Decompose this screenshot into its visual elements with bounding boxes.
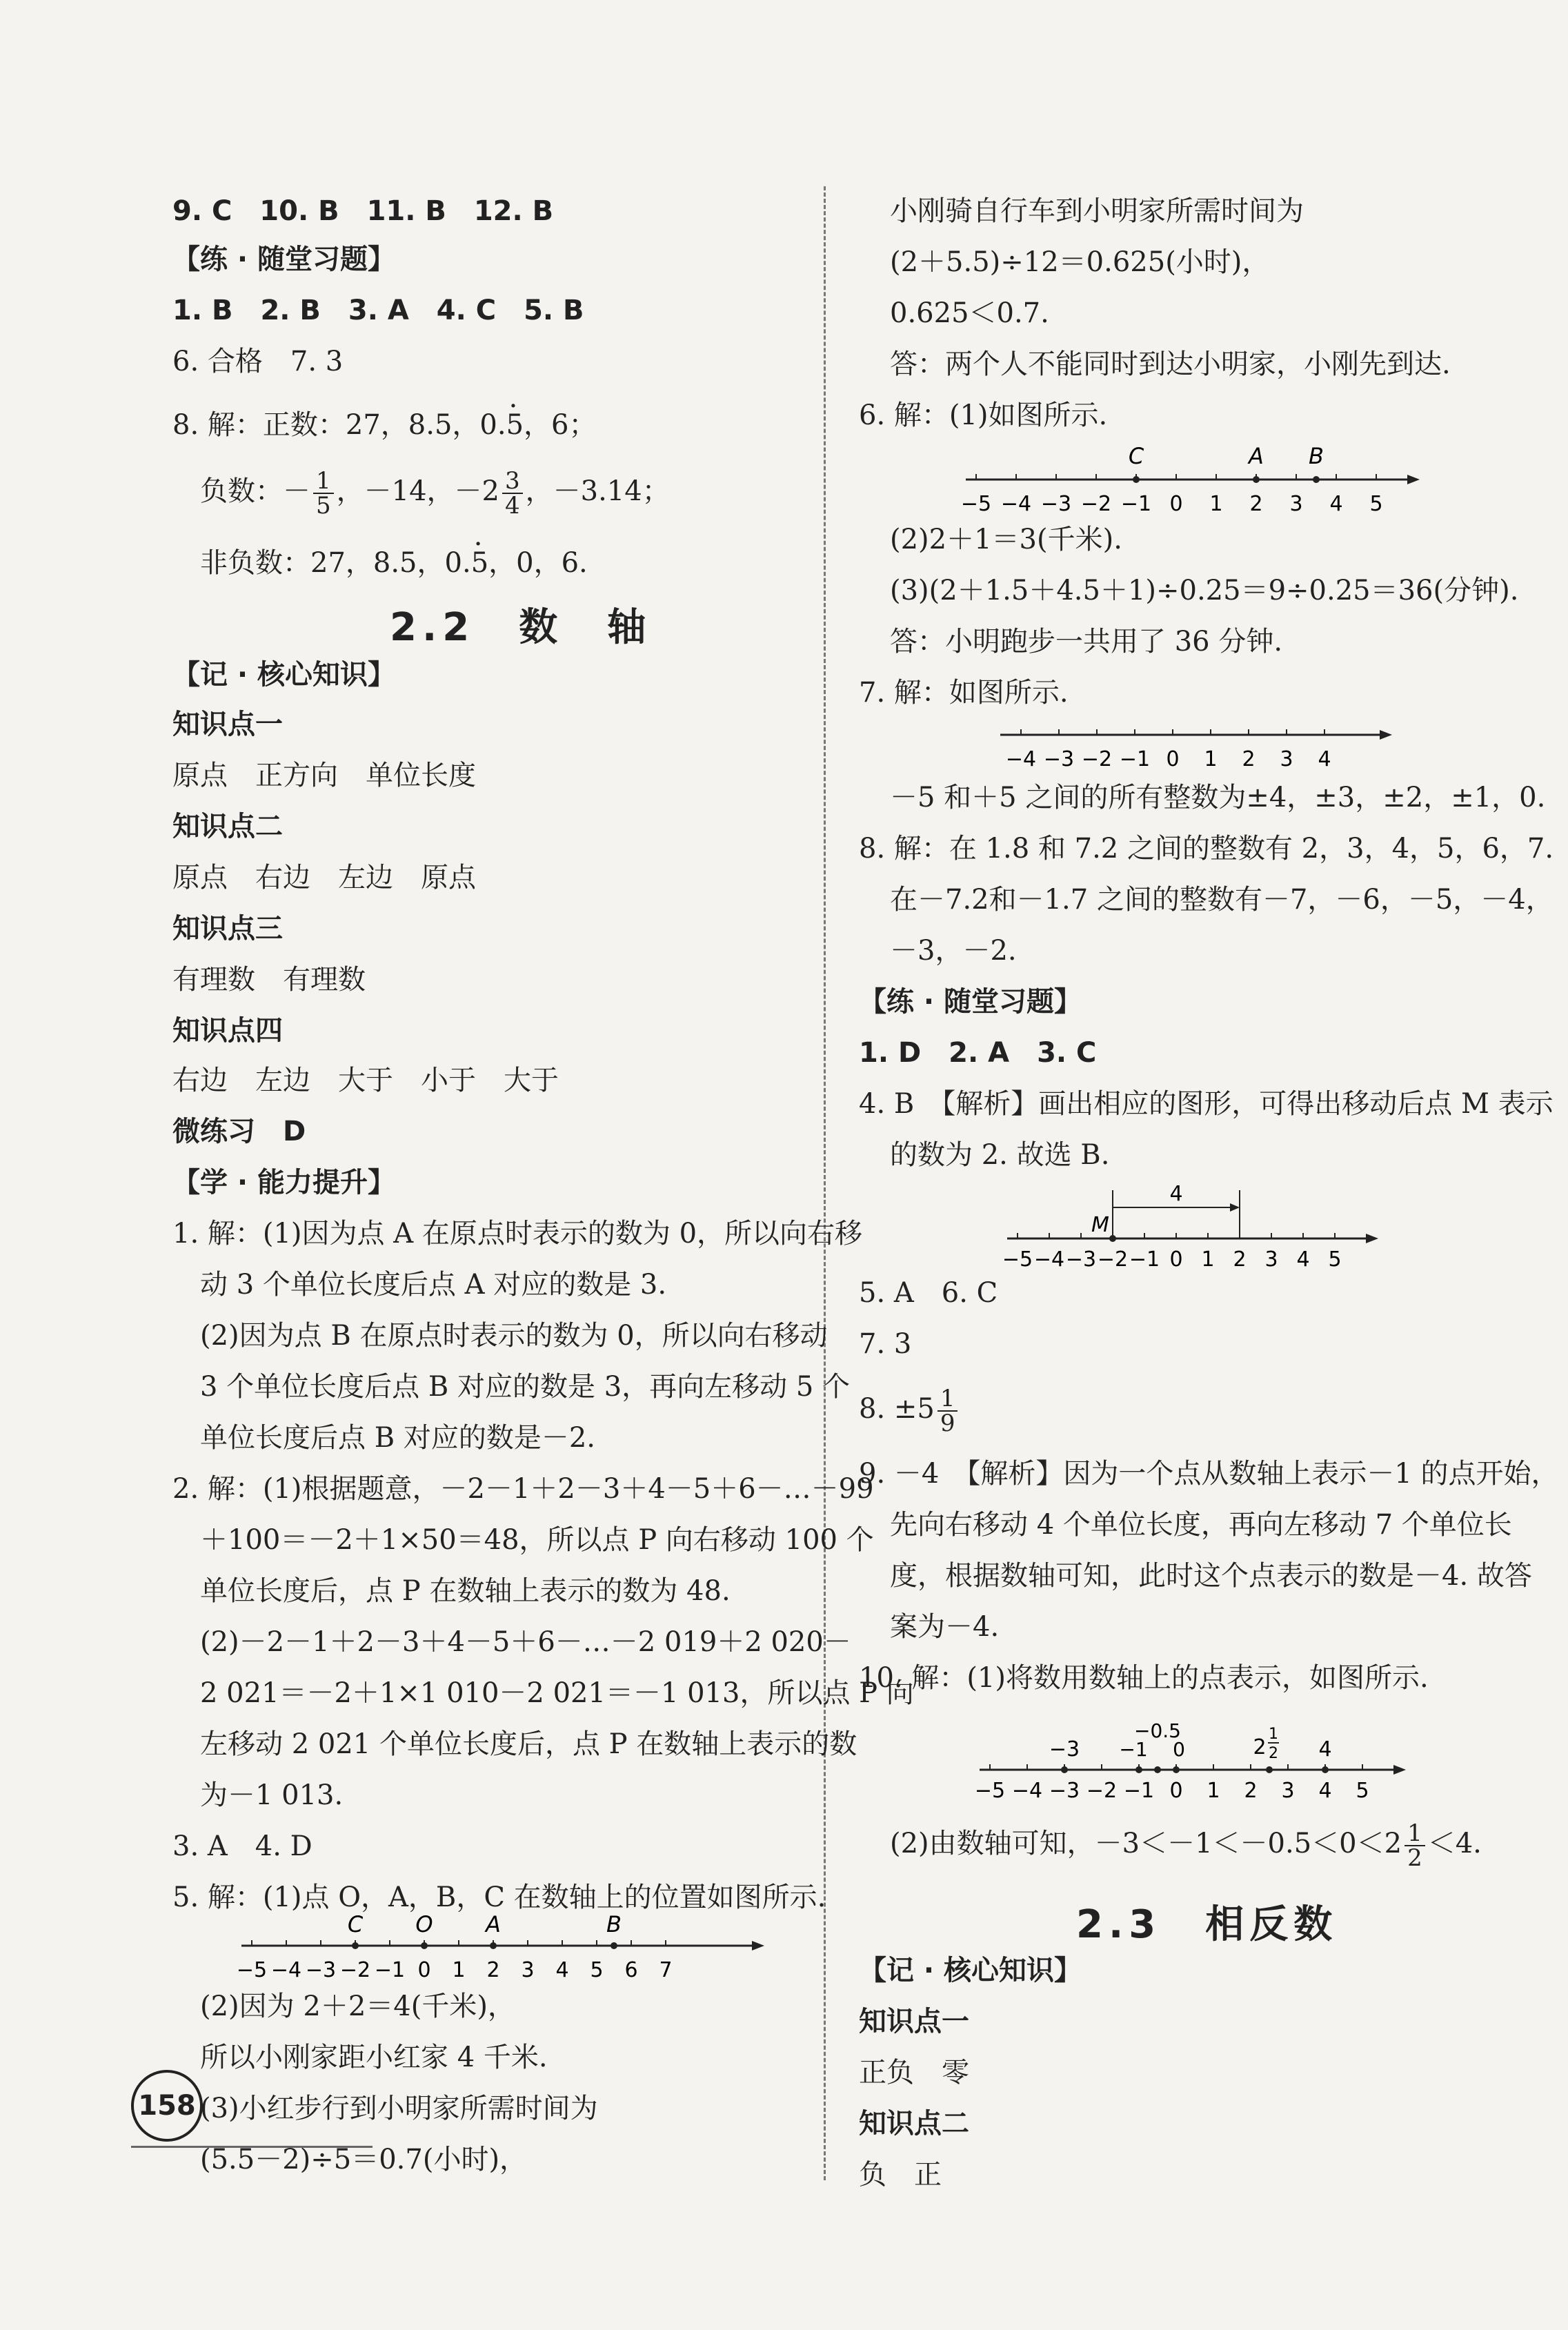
answer-line: 动 3 个单位长度后点 A 对应的数是 3. — [200, 1269, 667, 1301]
tick-label: 2 — [1233, 1247, 1247, 1270]
fraction — [937, 1387, 958, 1435]
tick-label: −5 — [1002, 1247, 1033, 1270]
point-marker — [1253, 476, 1260, 483]
tick-label: 3 — [1289, 492, 1303, 516]
point-marker — [1154, 1766, 1161, 1773]
numerator: 1 — [1405, 1821, 1425, 1846]
tick-label: −1 — [1119, 747, 1151, 771]
answer-line: 3 个单位长度后点 B 对应的数是 3，再向左移动 5 个 — [200, 1371, 851, 1403]
tick-label: 5 — [1328, 1247, 1342, 1270]
tick-label: −3 — [1040, 492, 1072, 516]
point-marker — [611, 1942, 617, 1949]
knowledge-point: 知识点二 — [859, 2108, 969, 2140]
point-label: −0.5 — [1134, 1719, 1181, 1742]
answer-line: 负 正 — [859, 2159, 942, 2191]
fraction-numerator: 1 — [1269, 1726, 1278, 1743]
point-marker — [421, 1942, 428, 1949]
tick-label: 2 — [1249, 492, 1263, 516]
tick-label: −1 — [1123, 1779, 1155, 1803]
tick-label: 4 — [555, 1958, 569, 1982]
denominator: 9 — [940, 1410, 955, 1437]
section-heading: 2.3 相反数 — [1076, 1902, 1338, 1947]
point-label: 0 — [1173, 1738, 1185, 1761]
point-label: −3 — [1049, 1737, 1080, 1761]
text: 8. ±5 — [859, 1393, 935, 1425]
tick-label: −3 — [1049, 1779, 1080, 1803]
tick-label: 1 — [1204, 747, 1218, 771]
tick-label: 2 — [1242, 747, 1256, 771]
knowledge-point: 知识点二 — [172, 811, 283, 842]
answer-line: 先向右移动 4 个单位长度，再向左移动 7 个单位长 — [890, 1509, 1512, 1541]
answer-line: 度，根据数轴可知，此时这个点表示的数是－4. 故答 — [890, 1560, 1532, 1592]
tick-label: 5 — [1369, 492, 1383, 516]
tick-label: −4 — [1000, 492, 1032, 516]
text: ，－14，－2 — [336, 475, 499, 507]
tick-label: 0 — [1169, 1779, 1183, 1803]
point-label: B — [606, 1911, 622, 1937]
point-marker — [352, 1942, 359, 1949]
text: ，6； — [524, 409, 597, 441]
answer-line: (2)因为 2＋2＝4(千米)， — [200, 1991, 515, 2022]
answer-line: 1. 解：(1)因为点 A 在原点时表示的数为 0，所以向右移 — [172, 1218, 863, 1250]
denominator: 2 — [1407, 1844, 1422, 1872]
tick-label: −1 — [374, 1958, 406, 1982]
answer-line: －5 和＋5 之间的所有整数为±4，±3，±2，±1，0. — [890, 782, 1546, 813]
answer-line: 3. A 4. D — [172, 1830, 312, 1862]
tick-label: 2 — [1244, 1779, 1258, 1803]
answer-line: (3)小红步行到小明家所需时间为 — [200, 2093, 598, 2124]
point-marker — [1173, 1766, 1180, 1773]
tick-label: −1 — [1129, 1247, 1160, 1270]
answer-line — [200, 467, 670, 520]
tick-label: 4 — [1329, 492, 1343, 516]
answer-line: 原点 正方向 单位长度 — [172, 760, 476, 791]
tick-label: 3 — [1264, 1247, 1278, 1270]
answer-line: 答：两个人不能同时到达小明家，小刚先到达. — [890, 348, 1451, 380]
point-marker — [490, 1942, 497, 1949]
tick-label: −2 — [1097, 1247, 1129, 1270]
answer-line: 单位长度后点 B 对应的数是－2. — [200, 1422, 595, 1454]
tick-label: −2 — [1081, 747, 1113, 771]
tick-label: −2 — [339, 1958, 371, 1982]
tick-label: 1 — [1209, 492, 1223, 516]
tick-label: 4 — [1318, 1779, 1332, 1803]
text: 负数：－ — [200, 475, 310, 507]
tick-label: 1 — [452, 1958, 466, 1982]
answer-line — [859, 1387, 960, 1435]
tick-label: −1 — [1120, 492, 1152, 516]
tick-label: −3 — [305, 1958, 337, 1982]
fraction-denominator: 2 — [1269, 1745, 1278, 1762]
tick-label: 0 — [417, 1958, 431, 1982]
number-line-figure-7 — [993, 718, 1393, 780]
tick-label: 3 — [1280, 747, 1293, 771]
point-label: C — [347, 1911, 364, 1937]
answer-line: (3)(2＋1.5＋4.5＋1)÷0.25＝9÷0.25＝36(分钟). — [890, 575, 1519, 606]
text: ＜4. — [1427, 1828, 1482, 1859]
point-marker — [1135, 1766, 1142, 1773]
answer-line: 单位长度后，点 P 在数轴上表示的数为 48. — [200, 1575, 731, 1607]
answer-line: (5.5－2)÷5＝0.7(小时)， — [200, 2144, 528, 2175]
tick-label: −5 — [974, 1779, 1006, 1803]
knowledge-point: 知识点一 — [859, 2006, 969, 2037]
answer-line: (2)因为点 B 在原点时表示的数为 0，所以向右移动 — [200, 1320, 828, 1352]
knowledge-point: 知识点一 — [172, 709, 283, 740]
tick-label: −2 — [1080, 492, 1112, 516]
point-marker — [1061, 1766, 1068, 1773]
tick-label: 1 — [1207, 1779, 1220, 1803]
text: ，0，6. — [488, 547, 588, 579]
answer-line: 6. 合格 7. 3 — [172, 346, 344, 377]
tick-label: −3 — [1065, 1247, 1097, 1270]
answer-line: 正负 零 — [859, 2057, 969, 2089]
numerator: 1 — [313, 469, 334, 494]
section-label: 【记 · 核心知识】 — [172, 659, 396, 691]
answer-line: 所以小刚家距小红家 4 千米. — [200, 2042, 548, 2073]
page-footer-line — [131, 2146, 373, 2148]
page-number: 158 — [131, 2070, 203, 2142]
section-label: 【学 · 能力提升】 — [172, 1167, 396, 1198]
tick-label: 5 — [1356, 1779, 1369, 1803]
point-label: M — [1091, 1213, 1109, 1237]
answer-line: 的数为 2. 故选 B. — [890, 1139, 1110, 1171]
tick-label: −5 — [960, 492, 992, 516]
answer-line: 9. －4 【解析】因为一个点从数轴上表示－1 的点开始， — [859, 1458, 1559, 1490]
answer-line: 有理数 有理数 — [172, 964, 366, 996]
fraction — [313, 467, 334, 520]
point-label: O — [415, 1911, 433, 1937]
answer-line: 1. B 2. B 3. A 4. C 5. B — [172, 295, 584, 326]
tick-label: 7 — [659, 1958, 673, 1982]
arrow-head — [1230, 1203, 1240, 1212]
point-marker — [1313, 476, 1320, 483]
answer-line — [172, 407, 596, 443]
number-line-figure-5 — [235, 1911, 773, 1987]
knowledge-point: 知识点三 — [172, 913, 283, 945]
text: 8. 解：正数：27，8.5，0. — [172, 409, 506, 441]
answer-line: 答：小明跑步一共用了 36 分钟. — [890, 626, 1283, 658]
answer-line: 5. A 6. C — [859, 1277, 998, 1309]
answer-line — [890, 1821, 1482, 1870]
tick-label: 0 — [1169, 1247, 1183, 1270]
numerator: 3 — [502, 469, 523, 494]
repeating-digit: · 5 — [471, 547, 488, 579]
answer-line: 4. B 【解析】画出相应的图形，可得出移动后点 M 表示 — [859, 1088, 1554, 1120]
answer-line: (2)2＋1＝3(千米). — [890, 524, 1122, 555]
answer-line: ＋100＝－2＋1×50＝48，所以点 P 向右移动 100 个 — [200, 1524, 874, 1556]
number-line-figure-6 — [959, 442, 1428, 517]
tick-label: −2 — [1086, 1779, 1118, 1803]
section-label: 【练 · 随堂习题】 — [859, 986, 1082, 1018]
numerator: 1 — [937, 1387, 958, 1412]
section-label: 【记 · 核心知识】 — [859, 1955, 1082, 1986]
point-label: −1 — [1119, 1738, 1148, 1761]
fraction — [502, 467, 523, 520]
tick-label: 6 — [624, 1958, 638, 1982]
point-label: B — [1309, 443, 1324, 469]
tick-label: −3 — [1043, 747, 1075, 771]
section-heading: 2.2 数 轴 — [390, 605, 652, 650]
tick-label: 5 — [590, 1958, 604, 1982]
tick-label: −4 — [1011, 1779, 1043, 1803]
answer-line — [200, 545, 588, 581]
denominator: 5 — [316, 492, 331, 520]
answer-line: (2)－2－1＋2－3＋4－5＋6－…－2 019＋2 020－ — [200, 1626, 851, 1658]
answer-line: 6. 解：(1)如图所示. — [859, 399, 1108, 431]
answer-line: 9. C 10. B 11. B 12. B — [172, 195, 554, 227]
point-label: A — [1249, 443, 1264, 469]
tick-label: 4 — [1296, 1247, 1310, 1270]
answer-line: 10. 解：(1)将数用数轴上的点表示，如图所示. — [859, 1662, 1429, 1694]
point-label: C — [1128, 443, 1144, 469]
tick-label: −4 — [270, 1958, 302, 1982]
text: (2)由数轴可知，－3＜－1＜－0.5＜0＜2 — [890, 1828, 1402, 1859]
point-marker — [1266, 1766, 1273, 1773]
point-marker — [1322, 1766, 1329, 1773]
answer-line: 2. 解：(1)根据题意，－2－1＋2－3＋4－5＋6－…－99 — [172, 1473, 874, 1505]
tick-label: 4 — [1318, 747, 1331, 771]
answer-line: 案为－4. — [890, 1611, 1000, 1643]
answer-line: 1. D 2. A 3. C — [859, 1037, 1097, 1069]
tick-label: 0 — [1166, 747, 1180, 771]
tick-label: −4 — [1005, 747, 1037, 771]
knowledge-point: 知识点四 — [172, 1015, 283, 1047]
answer-line: 原点 右边 左边 原点 — [172, 862, 476, 894]
tick-label: −5 — [236, 1958, 268, 1982]
fraction — [1405, 1821, 1425, 1870]
tick-label: 0 — [1169, 492, 1183, 516]
point-label: A — [486, 1911, 501, 1937]
tick-label: 3 — [521, 1958, 535, 1982]
answer-line: 0.625＜0.7. — [890, 297, 1049, 329]
answer-line: 为－1 013. — [200, 1779, 344, 1811]
point-label: 4 — [1318, 1737, 1332, 1761]
tick-label: 1 — [1201, 1247, 1215, 1270]
point-marker — [1133, 476, 1140, 483]
answer-line: 左移动 2 021 个单位长度后，点 P 在数轴上表示的数 — [200, 1728, 857, 1760]
answer-line: 2 021＝－2＋1×1 010－2 021＝－1 013，所以点 P 向 — [200, 1677, 914, 1709]
number-line-figure-4 — [1000, 1180, 1387, 1270]
tick-label: 2 — [486, 1958, 500, 1982]
text: ，－3.14； — [525, 475, 670, 507]
answer-line: 小刚骑自行车到小明家所需时间为 — [890, 195, 1304, 227]
answer-line: 微练习 D — [172, 1116, 306, 1147]
point-label: 2 — [1253, 1735, 1267, 1759]
tick-label: 3 — [1281, 1779, 1295, 1803]
answer-line: 7. 3 — [859, 1328, 912, 1360]
tick-label: −4 — [1033, 1247, 1065, 1270]
answer-line: 7. 解：如图所示. — [859, 677, 1069, 709]
answer-line: 在－7.2和－1.7 之间的整数有－7，－6，－5，－4， — [890, 884, 1554, 916]
answer-line: －3，－2. — [890, 935, 1017, 967]
answer-line: 5. 解：(1)点 O，A，B，C 在数轴上的位置如图所示. — [172, 1882, 826, 1913]
text: 非负数：27，8.5，0. — [200, 547, 471, 579]
denominator: 4 — [505, 492, 520, 520]
arrow-label: 4 — [1169, 1182, 1183, 1206]
answer-line: (2＋5.5)÷12＝0.625(小时)， — [890, 246, 1270, 278]
number-line-figure-10 — [973, 1711, 1414, 1808]
repeating-digit: · 5 — [506, 409, 524, 441]
section-label: 【练 · 随堂习题】 — [172, 244, 396, 275]
answer-line: 右边 左边 大于 小于 大于 — [172, 1065, 559, 1096]
answer-line: 8. 解：在 1.8 和 7.2 之间的整数有 2，3，4，5，6，7. — [859, 833, 1554, 865]
